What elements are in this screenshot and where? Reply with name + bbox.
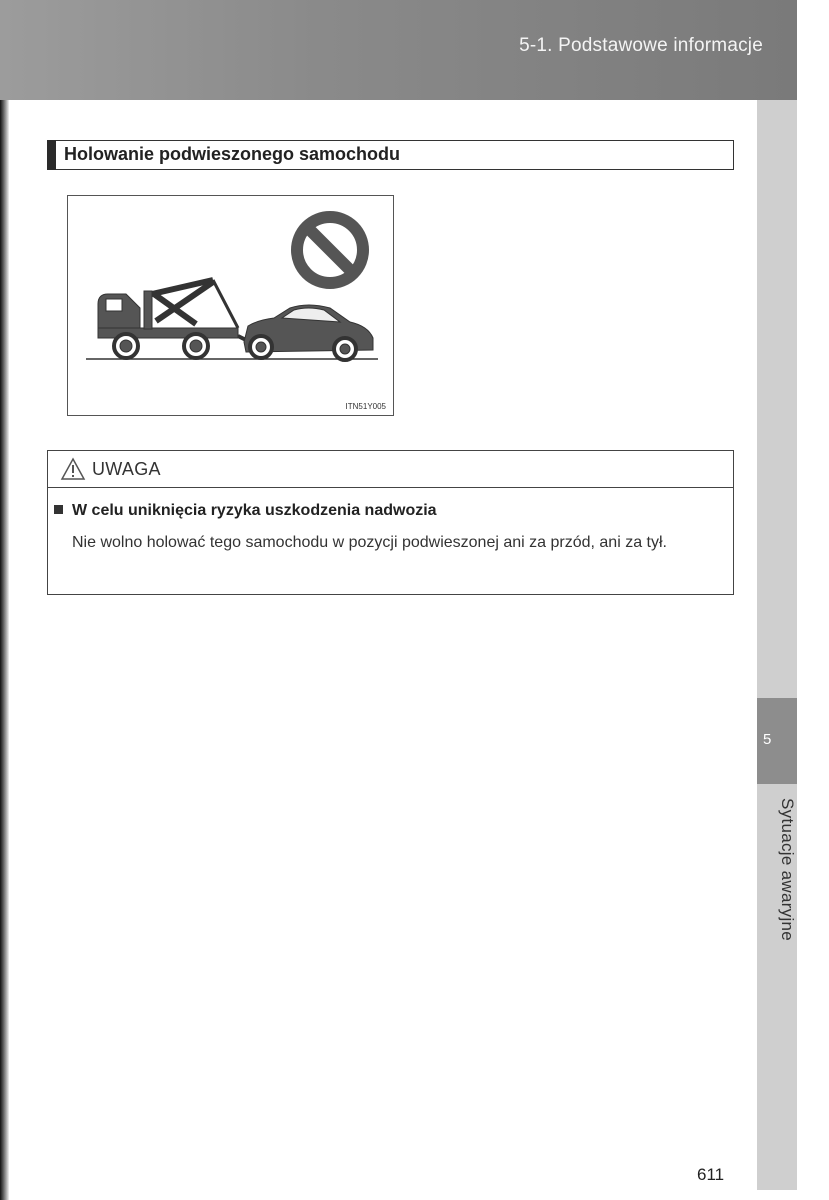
page-number: 611: [697, 1165, 725, 1184]
figure-code: ITN51Y005: [345, 402, 386, 411]
tow-truck-car-illustration: [68, 196, 395, 417]
section-heading: [47, 140, 734, 170]
section-title: Holowanie podwieszonego samochodu: [64, 144, 401, 164]
warning-header: [48, 451, 733, 488]
towing-illustration: [67, 195, 394, 416]
chapter-title: Sytuacje awaryjne: [778, 798, 797, 942]
warning-triangle-icon: [60, 457, 86, 481]
warning-subheading-text: W celu uniknięcia ryzyka uszkodzenia nadwozia: [72, 502, 437, 519]
side-tab-strip: [757, 100, 797, 1190]
bullet-square-icon: [54, 505, 63, 514]
warning-subheading: [54, 502, 437, 520]
car-icon: [244, 305, 373, 360]
section-header-title: 5-1. Podstawowe informacje: [519, 35, 763, 56]
chapter-number: 5: [763, 731, 772, 748]
prohibition-icon: [297, 217, 363, 283]
tow-truck-icon: [98, 280, 254, 358]
heading-bar: [47, 140, 56, 170]
page-binding-edge: [0, 0, 9, 1200]
warning-label: UWAGA: [92, 459, 161, 479]
header-band: [0, 0, 797, 100]
warning-box: [47, 450, 734, 595]
warning-body: Nie wolno holować tego samochodu w pozycji podwieszonej ani za przód, ani za tył.: [72, 534, 667, 551]
